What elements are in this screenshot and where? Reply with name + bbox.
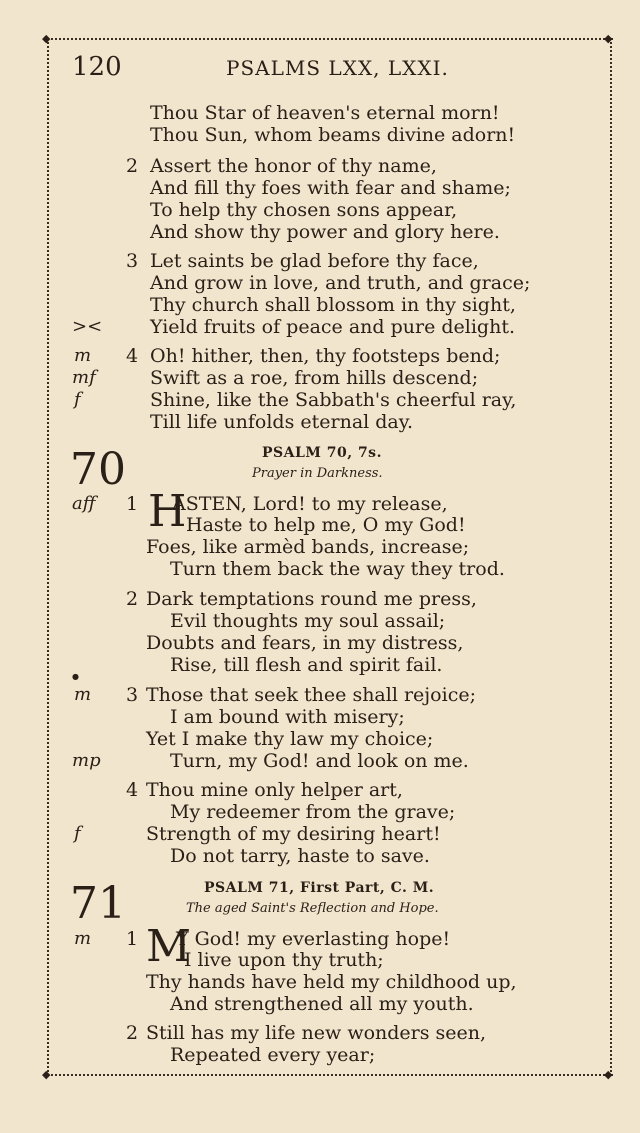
stanza-number: 4 <box>126 345 139 367</box>
drop-cap: M <box>146 921 192 972</box>
verse-line: Till life unfolds eternal day. <box>150 411 414 433</box>
stanza-number: 4 <box>126 779 139 801</box>
psalm-number: 70 <box>70 444 126 495</box>
verse-line: My redeemer from the grave; <box>170 801 456 823</box>
stanza-number: 2 <box>126 588 139 610</box>
dynamic-mark-diminuendo: >< <box>72 316 103 337</box>
verse-line: And grow in love, and truth, and grace; <box>150 272 531 294</box>
dynamic-mark: f <box>74 389 81 410</box>
page-number: 120 <box>72 52 122 82</box>
verse-line: Thou Star of heaven's eternal morn! <box>150 102 500 124</box>
verse-line: Turn, my God! and look on me. <box>170 750 469 772</box>
dynamic-mark: mf <box>72 367 96 388</box>
corner-ornament-icon: ◆ <box>42 1068 51 1081</box>
psalm-subtitle: The aged Saint's Reflection and Hope. <box>186 901 439 916</box>
verse-line: And show thy power and glory here. <box>150 221 500 243</box>
dynamic-mark: m <box>74 928 92 949</box>
verse-line: Foes, like armèd bands, increase; <box>146 536 470 558</box>
verse-line: Thy church shall blossom in thy sight, <box>150 294 516 316</box>
verse-line: Rise, till flesh and spirit fail. <box>170 654 443 676</box>
verse-line: Haste to help me, O my God! <box>186 514 466 536</box>
verse-line: Yet I make thy law my choice; <box>146 728 434 750</box>
verse-line: Repeated every year; <box>170 1044 376 1066</box>
dynamic-mark: m <box>74 684 92 705</box>
verse-line: Y God! my everlasting hope! <box>176 928 451 950</box>
verse-line: Dark temptations round me press, <box>146 588 477 610</box>
verse-line: Thou Sun, whom beams divine adorn! <box>150 124 516 146</box>
verse-line: Those that seek thee shall rejoice; <box>146 684 476 706</box>
right-border <box>610 42 612 1076</box>
stanza-number: 3 <box>126 250 139 272</box>
dot-marker-icon: ● <box>72 672 79 681</box>
verse-line: To help thy chosen sons appear, <box>150 199 458 221</box>
corner-ornament-icon: ◆ <box>42 32 51 45</box>
psalm-subtitle: Prayer in Darkness. <box>252 466 383 481</box>
stanza-number: 1 <box>126 928 139 950</box>
left-border <box>47 42 49 1076</box>
dynamic-mark: aff <box>72 493 96 514</box>
verse-line: Let saints be glad before thy face, <box>150 250 479 272</box>
corner-ornament-icon: ◆ <box>604 1068 613 1081</box>
verse-line: Strength of my desiring heart! <box>146 823 441 845</box>
running-head: PSALMS LXX, LXXI. <box>226 56 449 80</box>
stanza-number: 3 <box>126 684 139 706</box>
verse-line: Shine, like the Sabbath's cheerful ray, <box>150 389 517 411</box>
top-border <box>47 38 613 46</box>
verse-line: Turn them back the way they trod. <box>170 558 505 580</box>
page-header <box>72 52 582 86</box>
psalm-title: PSALM 71, First Part, C. M. <box>204 880 435 896</box>
stanza-number: 2 <box>126 155 139 177</box>
verse-line: Oh! hither, then, thy footsteps bend; <box>150 345 501 367</box>
verse-line: Evil thoughts my soul assail; <box>170 610 446 632</box>
corner-ornament-icon: ◆ <box>604 32 613 45</box>
stanza-number: 2 <box>126 1022 139 1044</box>
verse-line: Still has my life new wonders seen, <box>146 1022 487 1044</box>
verse-line: ASTEN, Lord! to my release, <box>172 493 448 515</box>
verse-line: Swift as a roe, from hills descend; <box>150 367 479 389</box>
verse-line: And fill thy foes with fear and shame; <box>150 177 511 199</box>
verse-line: I live upon thy truth; <box>184 949 384 971</box>
verse-line: Do not tarry, haste to save. <box>170 845 430 867</box>
psalm-title: PSALM 70, 7s. <box>262 445 382 461</box>
stanza-number: 1 <box>126 493 139 515</box>
verse-line: And strengthened all my youth. <box>170 993 474 1015</box>
verse-line: Yield fruits of peace and pure delight. <box>150 316 515 338</box>
dynamic-mark: mp <box>72 750 101 771</box>
bottom-border <box>47 1074 613 1082</box>
verse-line: Thou mine only helper art, <box>146 779 403 801</box>
dynamic-mark: m <box>74 345 92 366</box>
dynamic-mark: f <box>74 823 81 844</box>
verse-line: Assert the honor of thy name, <box>150 155 437 177</box>
drop-cap: H <box>148 486 187 537</box>
verse-line: Thy hands have held my childhood up, <box>146 971 517 993</box>
verse-line: I am bound with misery; <box>170 706 405 728</box>
verse-line: Doubts and fears, in my distress, <box>146 632 464 654</box>
psalm-number: 71 <box>70 878 126 929</box>
